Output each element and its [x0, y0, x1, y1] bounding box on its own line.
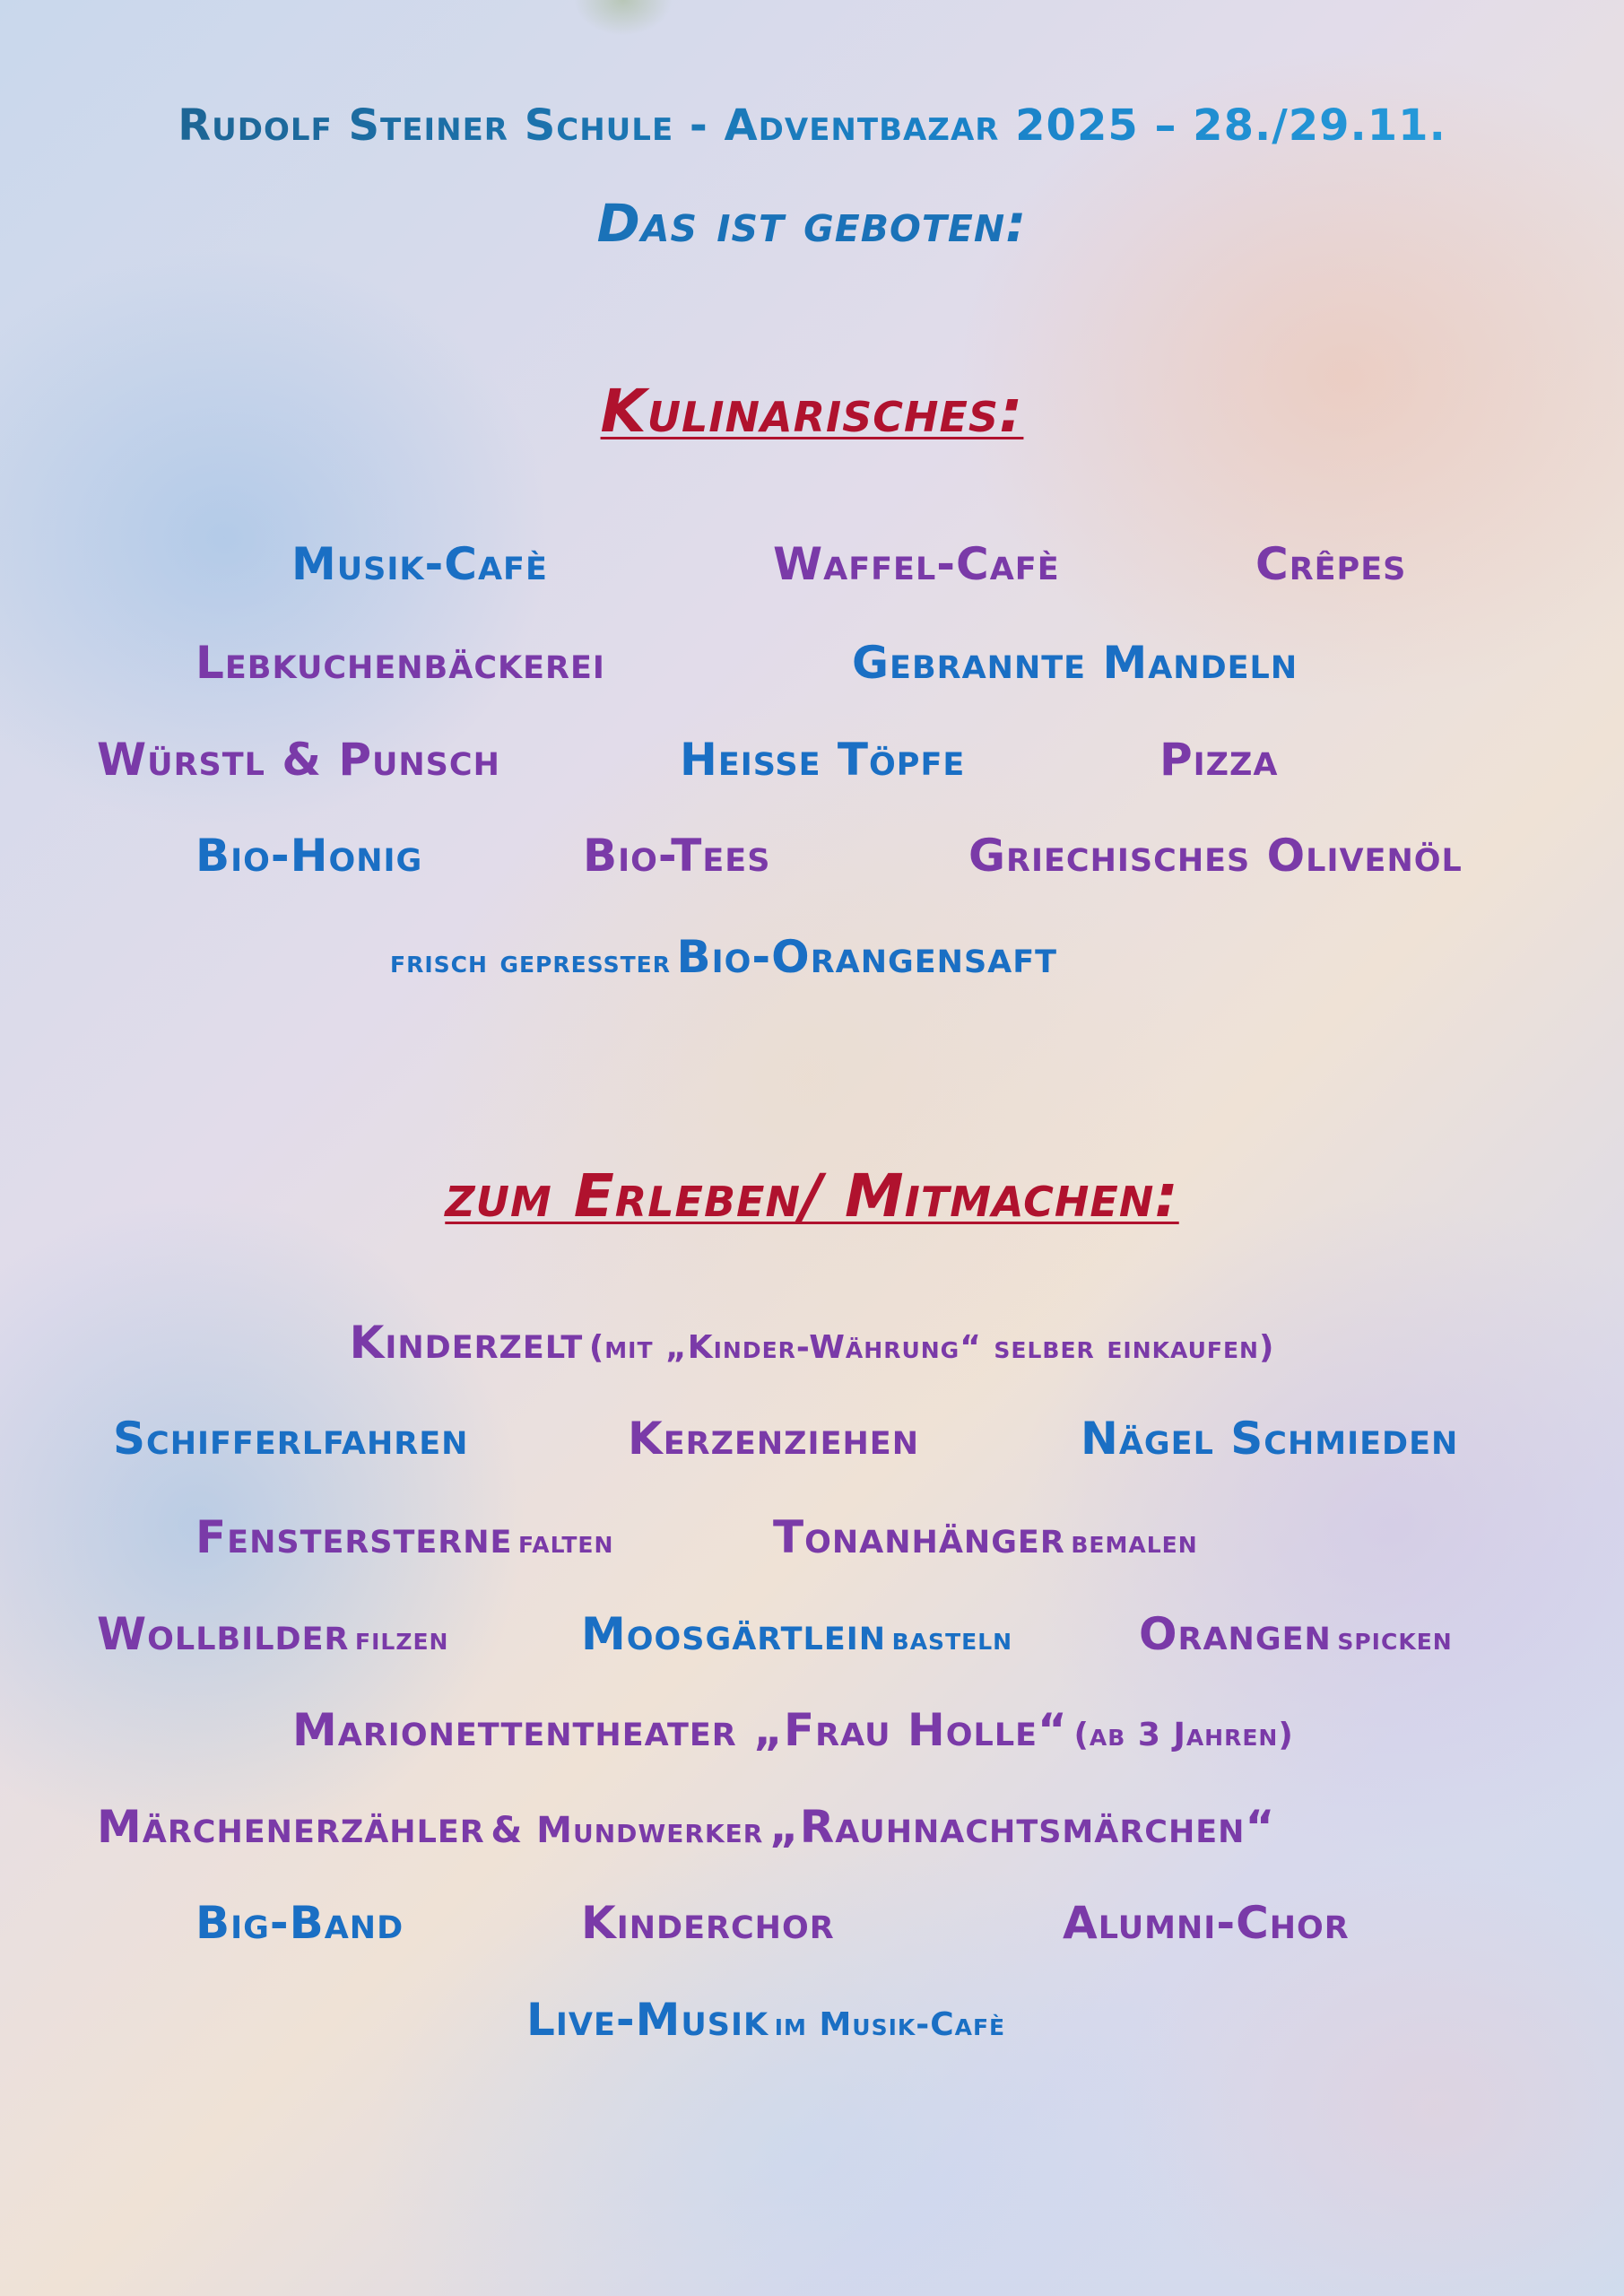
section-heading-kulinarisches: Kulinarisches:	[600, 377, 1024, 446]
item-big-band: Big-Band	[195, 1897, 404, 1949]
item-fenstersterne-main: Fenstersterne	[195, 1511, 513, 1563]
item-kinderzelt-main: Kinderzelt	[349, 1317, 584, 1369]
item-musik-cafe: Musik-Cafè	[291, 538, 548, 590]
item-orangensaft-prefix: frisch gepresster	[390, 944, 671, 980]
item-moosgaertlein-main: Moosgärtlein	[581, 1608, 887, 1660]
item-griechisches-olivenoel: Griechisches Olivenöl	[968, 830, 1463, 882]
item-orangensaft	[390, 931, 1057, 983]
item-live-musik-main: Live-Musik	[526, 1994, 769, 2046]
item-tonanhaenger-main: Tonanhänger	[773, 1511, 1065, 1563]
item-live-musik-small: im Musik-Cafè	[774, 2006, 1006, 2043]
page-subtitle: Das ist geboten:	[596, 193, 1028, 254]
item-moosgaertlein	[581, 1608, 1012, 1660]
item-naegel-schmieden: Nägel Schmieden	[1081, 1413, 1459, 1465]
item-kinderchor: Kinderchor	[581, 1897, 835, 1949]
item-kinderzelt	[0, 1317, 1624, 1369]
item-schifferlfahren: Schifferlfahren	[113, 1413, 469, 1465]
item-maerchenerzaehler	[97, 1801, 1275, 1853]
item-gebrannte-mandeln: Gebrannte Mandeln	[852, 637, 1298, 689]
item-pizza: Pizza	[1159, 734, 1279, 786]
item-wollbilder-main: Wollbilder	[97, 1608, 350, 1660]
item-orangen-small: spicken	[1337, 1621, 1453, 1657]
item-bio-tees: Bio-Tees	[583, 830, 771, 882]
item-moosgaertlein-small: basteln	[891, 1621, 1013, 1657]
item-fenstersterne	[195, 1511, 613, 1563]
item-waffel-cafe: Waffel-Cafè	[773, 538, 1060, 590]
item-tonanhaenger-small: bemalen	[1071, 1524, 1198, 1561]
item-marionettentheater-note: (ab 3 Jahren)	[1073, 1717, 1294, 1753]
section-heading-erleben: zum Erleben/ Mitmachen:	[445, 1161, 1179, 1231]
item-wollbilder-small: filzen	[355, 1621, 449, 1657]
item-alumni-chor: Alumni-Chor	[1063, 1897, 1350, 1949]
item-live-musik	[526, 1994, 1005, 2046]
item-fenstersterne-small: falten	[518, 1524, 614, 1561]
item-orangen	[1139, 1608, 1453, 1660]
item-maerchenerzaehler-b: „Rauhnachtsmärchen“	[769, 1801, 1276, 1853]
item-maerchenerzaehler-amp: & Mundwerker	[491, 1810, 764, 1851]
item-orangensaft-main: Bio-Orangensaft	[676, 931, 1058, 983]
item-marionettentheater-main: Marionettentheater „Frau Holle“	[292, 1704, 1068, 1756]
item-orangen-main: Orangen	[1139, 1608, 1332, 1660]
item-crepes: Crêpes	[1255, 538, 1407, 590]
item-kerzenziehen: Kerzenziehen	[628, 1413, 919, 1465]
item-heisse-toepfe: Heisse Töpfe	[680, 734, 966, 786]
item-maerchenerzaehler-a: Märchenerzähler	[97, 1801, 485, 1853]
item-bio-honig: Bio-Honig	[195, 830, 423, 882]
item-tonanhaenger	[773, 1511, 1198, 1563]
item-marionettentheater	[292, 1704, 1294, 1756]
item-wuerstl-punsch: Würstl & Punsch	[97, 734, 500, 786]
item-wollbilder	[97, 1608, 448, 1660]
item-lebkuchenbaeckerei: Lebkuchenbäckerei	[195, 637, 605, 689]
page-title: Rudolf Steiner Schule - Adventbazar 2025 – 28./29.11.	[0, 100, 1624, 151]
item-kinderzelt-note: (mit „Kinder-Währung“ selber einkaufen)	[588, 1329, 1275, 1366]
decorative-blossom	[574, 0, 673, 36]
